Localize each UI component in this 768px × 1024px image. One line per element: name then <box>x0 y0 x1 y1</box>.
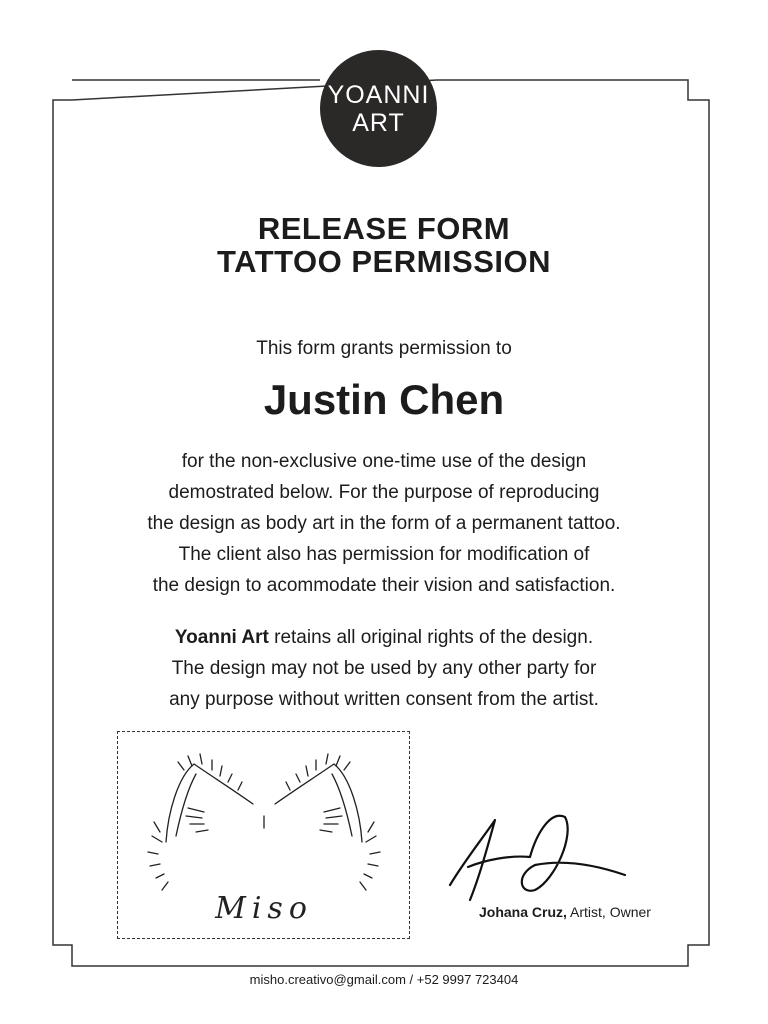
brand-logo <box>320 50 437 167</box>
rights-line-2: The design may not be used by any other party for <box>171 658 597 679</box>
rights-line-3: any purpose without written consent from the artist. <box>169 689 599 710</box>
cat-ears-drawing <box>118 732 411 940</box>
title-line-1: RELEASE FORM <box>257 211 511 246</box>
rights-paragraph <box>0 622 768 715</box>
logo-line-2: ART <box>352 108 405 137</box>
contact-info: misho.creativo@gmail.com / +52 9997 723404 <box>249 972 519 987</box>
design-caption: Miso <box>215 891 313 926</box>
permission-paragraph <box>0 446 768 601</box>
artist-signature <box>440 805 640 905</box>
intro-text: This form grants permission to <box>256 338 512 359</box>
rights-line-1 <box>0 622 768 653</box>
paragraph-line: the design as body art in the form of a permanent tattoo. <box>147 513 621 534</box>
tattoo-design-box <box>117 731 410 939</box>
page-title <box>0 212 768 278</box>
artist-name: Johana Cruz, <box>479 904 567 920</box>
title-line-2: TATTOO PERMISSION <box>216 244 551 279</box>
paragraph-line: the design to acommodate their vision and satisfaction. <box>152 575 616 596</box>
logo-line-1: YOANNI <box>327 80 430 109</box>
paragraph-line: demostrated below. For the purpose of reproducing <box>168 482 600 503</box>
rights-line-1-rest: retains all original rights of the design. <box>268 627 594 648</box>
artist-role: Artist, Owner <box>566 904 651 920</box>
paragraph-line: The client also has permission for modification of <box>178 544 590 565</box>
brand-name: Yoanni Art <box>174 627 269 648</box>
signature-caption <box>479 904 651 920</box>
paragraph-line: for the non-exclusive one-time use of the design <box>181 451 587 472</box>
recipient-name: Justin Chen <box>263 376 505 423</box>
